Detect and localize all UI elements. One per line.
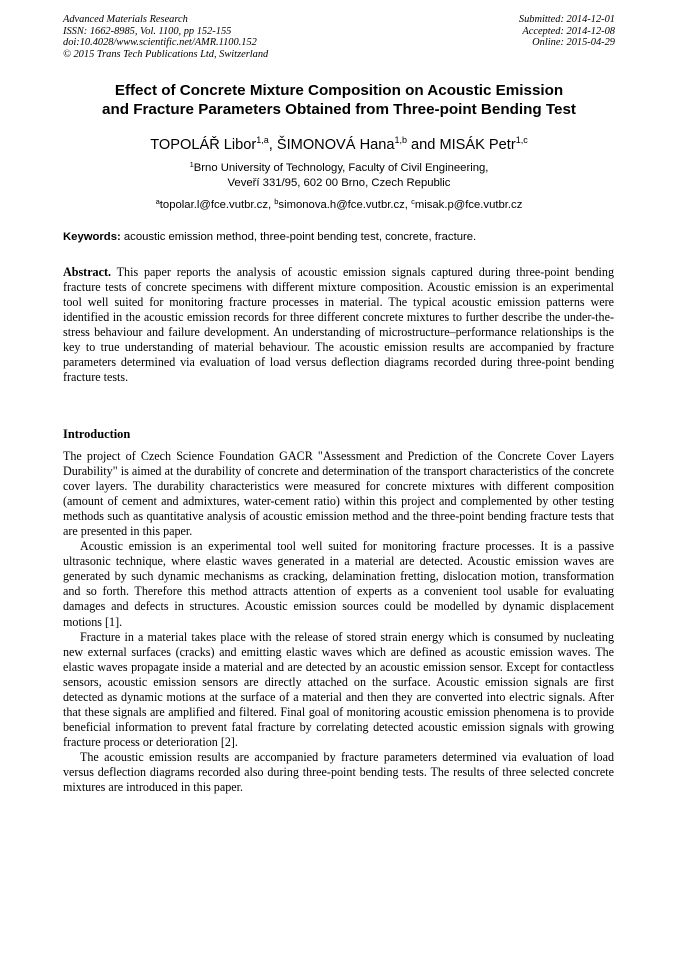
abstract (63, 265, 614, 385)
date-submitted: Submitted: 2014-12-01 (518, 14, 615, 25)
email-sup: a (155, 197, 160, 206)
affiliation-line-1: Brno University of Technology, Faculty of Civil Engineering, (193, 162, 489, 174)
email-sup: c (411, 197, 415, 206)
journal-doi: doi:10.4028/www.scientific.net/AMR.1100.152 (63, 37, 257, 49)
title-line-1: Effect of Concrete Mixture Composition on Acoustic Emission (114, 82, 564, 99)
introduction-heading: Introduction (63, 427, 131, 441)
date-accepted: Accepted: 2014-12-08 (522, 25, 615, 37)
author-affil-sup: 1,b (394, 135, 407, 145)
intro-paragraph: The acoustic emission results are accompanied by fracture parameters determined via evaluation of load versus deflection diagrams recorded also during three-point bending tests. The results of three selected concrete mixtures are introduced in this paper. (63, 749, 614, 795)
email-address: simonova.h@fce.vutbr.cz, (278, 199, 412, 211)
author-name: ŠIMONOVÁ Hana (276, 137, 395, 153)
journal-copyright: © 2015 Trans Tech Publications Ltd, Switzerland (63, 48, 269, 60)
keywords-text: acoustic emission method, three-point bending test, concrete, fracture. (120, 231, 477, 243)
title-line-2: and Fracture Parameters Obtained from Three-point Bending Test (102, 101, 576, 118)
intro-paragraph: The project of Czech Science Foundation GACR "Assessment and Prediction of the Concrete Cover Layers Durability" is aimed at the durability of concrete and determination of the transport characteristics of the concrete cover layers. The durability characteristics were measured for concrete mixtures with different composition (amount of cement and admixtures, water-cement ratio) within this project and complemented by other testing methods such as quantitative analysis of acoustic emission method and the three-point bending fracture tests that are presented in this paper. (63, 449, 614, 539)
date-online: Online: 2015-04-29 (532, 37, 615, 49)
email-sup: b (274, 197, 279, 206)
paper-title (40, 81, 638, 119)
author-separator: and (407, 137, 440, 153)
affiliation-line-2: Veveří 331/95, 602 00 Brno, Czech Republic (227, 177, 451, 189)
journal-name: Advanced Materials Research (63, 14, 188, 25)
affiliation (40, 157, 638, 191)
abstract-label: Abstract. (63, 265, 112, 279)
email-address: topolar.l@fce.vutbr.cz, (159, 199, 275, 211)
introduction-body (63, 449, 614, 795)
abstract-text: This paper reports the analysis of acoustic emission signals captured during three-point bending fracture tests of concrete specimens with different mixture composition. Acoustic emission is an experimental tool well suited for monitoring fracture processes in material. The typical acoustic emission patterns were identified in the acoustic emission records for three different concrete mixtures to further describe the under-the-stress behaviour and failure development. An understanding of microstructure–performance relationships is the key to true understanding of material behaviour. The acoustic emission results are accompanied by fracture parameters determined via evaluation of load versus deflection diagrams recorded during three-point bending fracture tests. (63, 265, 614, 385)
author-emails (40, 194, 638, 213)
author-list (40, 131, 638, 154)
keywords (63, 230, 623, 245)
intro-paragraph: Fracture in a material takes place with the release of stored strain energy which is consumed by nucleating new external surfaces (cracks) and emitting elastic waves which are defined as acoustic emission waves. The elastic waves propagate inside a material and are detected by an acoustic emission sensor. Except for contactless sensors, acoustic emission sensors are directly attached on the surface. Acoustic emission signals are first detected as dynamic motions at the surface of a material and then they are converted into electric signals. After that these signals are amplified and filtered. Final goal of monitoring acoustic emission phenomena is to provide beneficial information to prevent fatal fracture by correlating detected acoustic emission signals with growing fracture process or deterioration [2]. (63, 629, 614, 749)
journal-issn: ISSN: 1662-8985, Vol. 1100, pp 152-155 (63, 25, 232, 37)
keywords-label: Keywords: (63, 231, 121, 243)
submission-dates (519, 14, 615, 49)
author-affil-sup: 1,a (256, 135, 269, 145)
author-name: TOPOLÁŘ Libor (150, 137, 257, 153)
email-address: misak.p@fce.vutbr.cz (414, 199, 523, 211)
author-separator: , (268, 137, 277, 153)
affiliation-sup: 1 (189, 160, 194, 169)
author-affil-sup: 1,c (515, 135, 528, 145)
journal-info (63, 14, 268, 60)
author-name: MISÁK Petr (439, 137, 516, 153)
intro-paragraph: Acoustic emission is an experimental tool well suited for monitoring fracture processes. It is a passive ultrasonic technique, where elastic waves generated in a material are detected. Acoustic emission waves are generated by such dynamic mechanisms as cracking, delamination fretting, dislocation motion, transformation and so forth. Therefore this method attracts attention of experts as a convenient tool usable for evaluating damages and defects in structures. Acoustic emission sources could be modelled by dynamic displacement motions [1]. (63, 539, 614, 629)
